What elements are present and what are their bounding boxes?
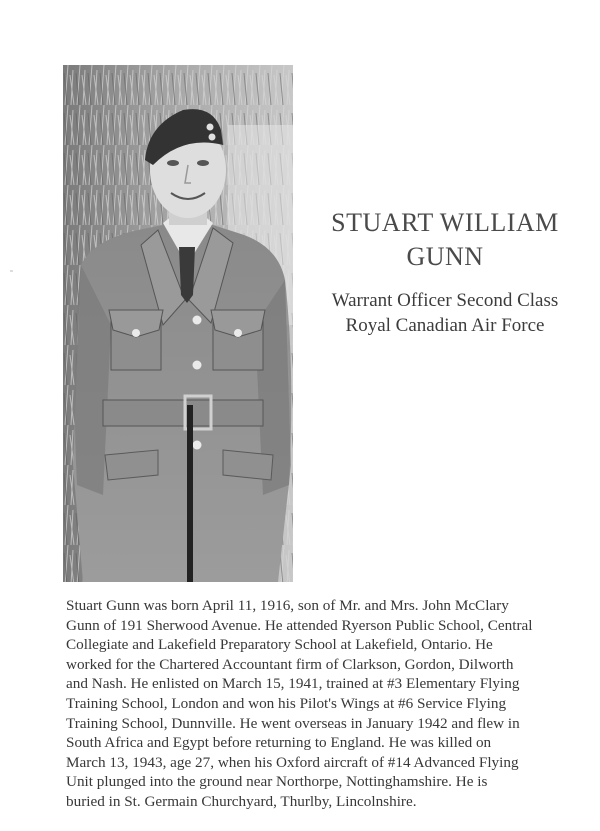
bio-line: Training School, London and won his Pilot's Wings at #6 Service Flying (66, 694, 507, 712)
bio-line: Gunn of 191 Sherwood Avenue. He attended Ryerson Public School, Central (66, 616, 533, 634)
name-line-2: GUNN (406, 242, 484, 271)
person-name (300, 206, 590, 274)
portrait-photo (63, 65, 293, 582)
biography-paragraph (66, 596, 586, 812)
name-line-1: STUART WILLIAM (331, 208, 559, 237)
rank-title: Warrant Officer Second Class (331, 290, 559, 311)
bio-line: South Africa and Egypt before returning to England. He was killed on (66, 734, 492, 752)
bio-line: Unit plunged into the ground near Northorpe, Nottinghamshire. He is (66, 773, 488, 791)
bio-line: Collegiate and Lakefield Preparatory School at Lakefield, Ontario. He (66, 636, 493, 654)
bio-line: and Nash. He enlisted on March 15, 1941, trained at #3 Elementary Flying (66, 675, 520, 693)
bio-line: Training School, Dunnville. He went overseas in January 1942 and flew in (66, 714, 520, 732)
bio-line: worked for the Chartered Accountant firm of Clarkson, Gordon, Dilworth (66, 655, 514, 673)
bio-line: March 13, 1943, age 27, when his Oxford aircraft of #14 Advanced Flying (66, 753, 519, 771)
service-branch: Royal Canadian Air Force (345, 315, 545, 336)
scan-speck (10, 270, 13, 272)
bio-line: Stuart Gunn was born April 11, 1916, son of Mr. and Mrs. John McClary (66, 597, 509, 614)
rank-and-service (300, 288, 590, 338)
portrait-image (63, 65, 293, 582)
bio-line: buried in St. Germain Churchyard, Thurlby, Lincolnshire. (66, 792, 417, 810)
